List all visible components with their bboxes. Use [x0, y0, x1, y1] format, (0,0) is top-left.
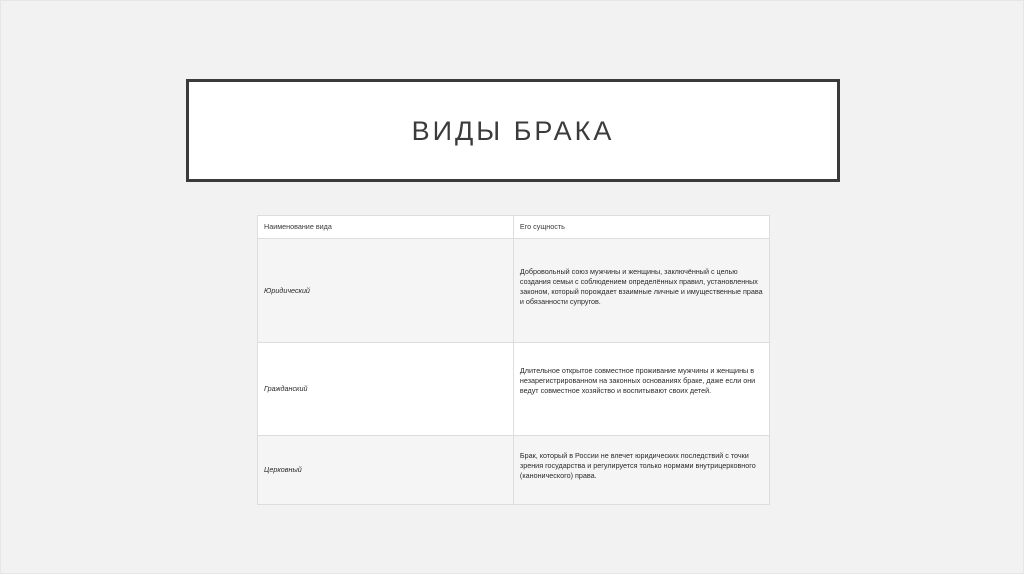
table-header-row	[258, 216, 770, 239]
kind-cell: Юридический	[258, 239, 514, 343]
description-cell: Длительное открытое совместное проживание мужчины и женщины в незарегистрированном на законных основаниях браке, даже если они ведут совместное хозяйство и воспитывают своих детей.	[513, 343, 769, 436]
table-row	[258, 436, 770, 505]
description-cell: Брак, который в России не влечет юридических последствий с точки зрения государства и регулируется только нормами внутрицерковного (канонического) права.	[513, 436, 769, 505]
table-row	[258, 239, 770, 343]
kind-cell: Гражданский	[258, 343, 514, 436]
kind-cell: Церковный	[258, 436, 514, 505]
column-header-essence: Его сущность	[513, 216, 769, 239]
description-cell: Добровольный союз мужчины и женщины, заключённый с целью создания семьи с соблюдением определённых правил, установленных законом, который порождает взаимные личные и имущественные права и обязанности супругов.	[513, 239, 769, 343]
column-header-kind: Наименование вида	[258, 216, 514, 239]
slide-title: ВИДЫ БРАКА	[411, 116, 615, 146]
marriage-types-table	[257, 215, 770, 505]
title-box	[186, 79, 840, 182]
table-row	[258, 343, 770, 436]
